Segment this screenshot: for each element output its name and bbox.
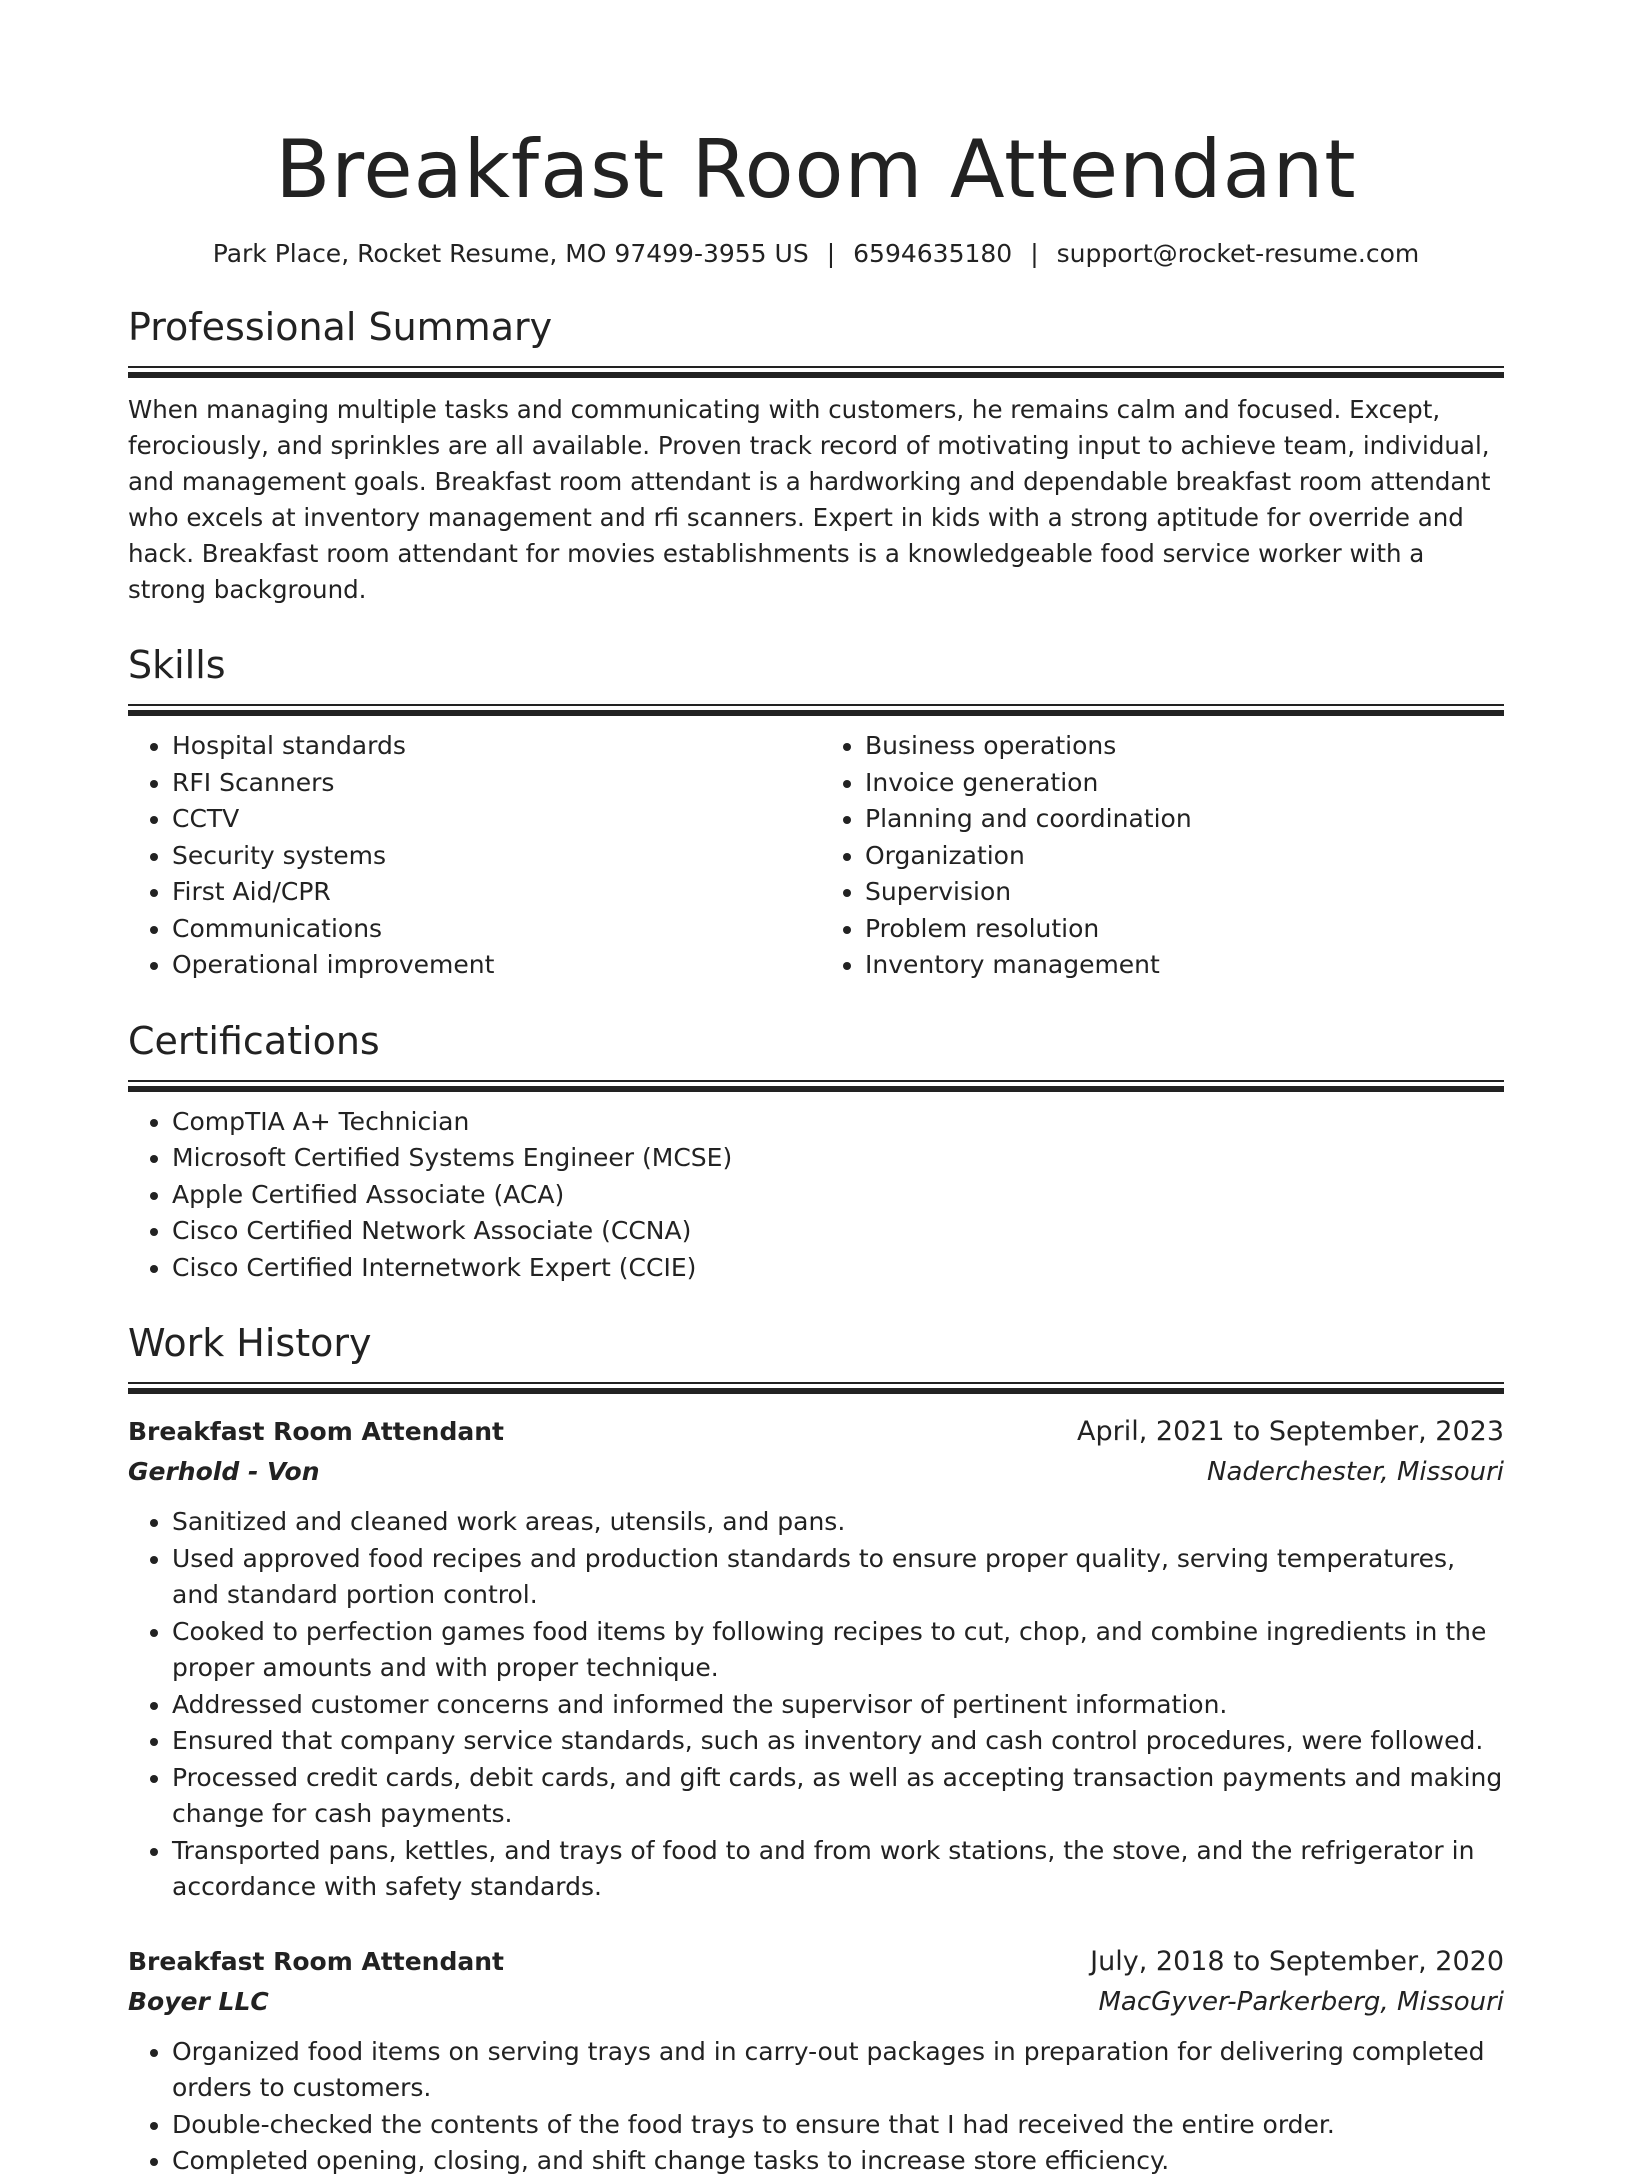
skills-list: [128, 728, 1504, 984]
job-company: Gerhold - Von: [128, 1457, 320, 1486]
job-duty-item: • Cooked to perfection games food items by following recipes to cut, chop, and combine ingredients in the proper amounts and with proper technique.: [172, 1614, 1504, 1687]
job-duty-item: • Transported pans, kettles, and trays of food to and from work stations, the stove, and the refrigerator in accordance with safety standards.: [172, 1833, 1504, 1906]
job-location: Naderchester, Missouri: [1207, 1457, 1504, 1487]
job-company-row: [128, 1452, 1504, 1492]
job-dates: July, 2018 to September, 2020: [1090, 1945, 1504, 1977]
section-divider: [128, 366, 1504, 378]
job-location: MacGyver-Parkerberg, Missouri: [1098, 1986, 1504, 2017]
certification-item: • Cisco Certified Internetwork Expert (CCIE): [172, 1250, 1504, 1287]
resume-name: Breakfast Room Attendant: [275, 123, 1357, 216]
job-company: Boyer LLC: [128, 1986, 269, 2016]
job-duty-item: • Organized food items on serving trays and in carry-out packages in preparation for delivering completed orders to customers.: [172, 2034, 1504, 2107]
summary-text: When managing multiple tasks and communicating with customers, he remains calm and focused. Except, ferociously, and sprinkles are all available. Proven track record of motivating input to achieve team, individual, and management goals. Breakfast room attendant is a hardworking and dependable breakfast room attendant who excels at inventory management and rfi scanners. Expert in kids with a strong aptitude for override and hack. Breakfast room attendant for movies establishments is a knowledgeable food service worker with a strong background.: [128, 395, 1491, 604]
job-company-row: [128, 1982, 1504, 2022]
job-duty-item: • Addressed customer concerns and informed the supervisor of pertinent information.: [172, 1687, 1504, 1724]
resume-content: [128, 120, 1504, 2180]
skill-item: • First Aid/CPR: [172, 874, 811, 911]
contact-separator: |: [1030, 239, 1039, 268]
job-duties-list: [128, 1504, 1504, 1906]
job-duties-list: [128, 2034, 1504, 2180]
job-title: Breakfast Room Attendant: [128, 1946, 504, 1976]
section-title-summary: Professional Summary: [128, 305, 553, 349]
certifications-list: [128, 1104, 1504, 1287]
work-section-header: [128, 1318, 1504, 1394]
skill-item: • Invoice generation: [865, 765, 1504, 802]
certifications-section-header: [128, 1016, 1504, 1092]
skill-item: • Security systems: [172, 838, 811, 875]
job-dates: April, 2021 to September, 2023: [1077, 1416, 1504, 1447]
skill-item: • Inventory management: [865, 947, 1504, 984]
skill-item: • Business operations: [865, 728, 1504, 765]
job-title: Breakfast Room Attendant: [128, 1417, 504, 1446]
job-header-row: [128, 1412, 1504, 1452]
skill-item: • Communications: [172, 911, 811, 948]
job-duty-item: • Sanitized and cleaned work areas, utensils, and pans.: [172, 1504, 1504, 1541]
contact-separator: |: [826, 239, 836, 268]
job-duty-item: • Used approved food recipes and production standards to ensure proper quality, serving temperatures, and standard portion control.: [172, 1541, 1504, 1614]
job-duty-item: • Processed credit cards, debit cards, and gift cards, as well as accepting transaction payments and making change for cash payments.: [172, 1760, 1504, 1833]
certification-item: • Microsoft Certified Systems Engineer (MCSE): [172, 1140, 1504, 1177]
skill-item: • RFI Scanners: [172, 765, 811, 802]
skill-item: • Organization: [865, 838, 1504, 875]
job-entry: [128, 1942, 1504, 2180]
section-title-skills: Skills: [128, 643, 226, 687]
contact-phone[interactable]: 6594635180: [853, 239, 1013, 268]
skills-column-left: [128, 728, 811, 984]
job-duty-item: • Ensured that company service standards, such as inventory and cash control procedures, were followed.: [172, 1723, 1504, 1760]
summary-section-header: [128, 302, 1504, 378]
skill-item: • Supervision: [865, 874, 1504, 911]
skills-section-header: [128, 640, 1504, 716]
contact-email[interactable]: support@rocket-resume.com: [1056, 239, 1420, 268]
certification-item: • CompTIA A+ Technician: [172, 1104, 1504, 1141]
job-duty-item: • Double-checked the contents of the food trays to ensure that I had received the entire order.: [172, 2107, 1504, 2144]
skill-item: • Problem resolution: [865, 911, 1504, 948]
skill-item: • CCTV: [172, 801, 811, 838]
contact-address: Park Place, Rocket Resume, MO 97499-3955 US: [212, 239, 809, 268]
skill-item: • Hospital standards: [172, 728, 811, 765]
skill-item: • Operational improvement: [172, 947, 811, 984]
job-header-row: [128, 1942, 1504, 1982]
certification-item: • Cisco Certified Network Associate (CCNA): [172, 1213, 1504, 1250]
skills-column-right: [811, 728, 1504, 984]
skill-item: • Planning and coordination: [865, 801, 1504, 838]
section-title-work-history: Work History: [128, 1321, 372, 1365]
section-divider: [128, 704, 1504, 716]
job-duty-item: • Completed opening, closing, and shift change tasks to increase store efficiency.: [172, 2143, 1504, 2180]
section-divider: [128, 1080, 1504, 1092]
contact-line: [128, 238, 1504, 270]
job-entry: [128, 1412, 1504, 1906]
section-title-certifications: Certifications: [128, 1018, 380, 1063]
certification-item: • Apple Certified Associate (ACA): [172, 1177, 1504, 1214]
section-divider: [128, 1382, 1504, 1394]
